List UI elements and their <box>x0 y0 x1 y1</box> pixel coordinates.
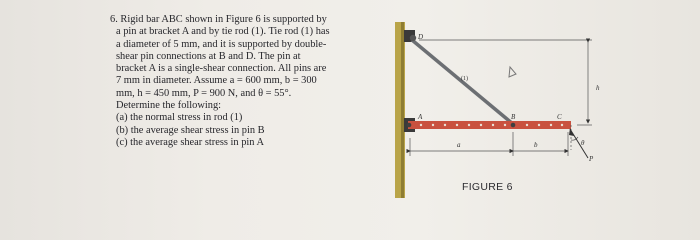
problem-line-6: 7 mm in diameter. Assume a = 600 mm, b = 300 <box>116 75 317 87</box>
pin-b <box>511 123 516 128</box>
problem-line-3: a diameter of 5 mm, and it is supported by double- <box>116 38 327 50</box>
wall-edge <box>401 22 404 198</box>
problem-line-8: Determine the following: <box>116 100 222 112</box>
question-a: (a) the normal stress in rod (1) <box>116 112 243 124</box>
cursor-pointer-icon <box>509 67 516 77</box>
label-b-dimension: b <box>534 141 538 149</box>
label-a-dimension: a <box>457 141 461 149</box>
figure-caption: FIGURE 6 <box>462 181 513 193</box>
problem-line-4: shear pin connections at B and D. The pin at <box>116 50 301 62</box>
label-rod: (1) <box>461 76 468 82</box>
label-b: B <box>511 113 516 121</box>
load-line <box>570 129 588 158</box>
label-a: A <box>418 113 423 121</box>
problem-line-5: bracket A is a single-shear connection. All pins are <box>116 63 327 75</box>
tie-rod <box>412 40 513 124</box>
problem-line-1: 6. Rigid bar ABC shown in Figure 6 is supported by <box>110 14 327 25</box>
problem-line-2: a pin at bracket A and by tie rod (1). Tie rod (1) has <box>116 26 330 38</box>
dimension-lines <box>410 40 592 156</box>
label-c: C <box>557 113 562 121</box>
problem-line-7: mm, h = 450 mm, P = 900 N, and θ = 55°. <box>116 87 292 99</box>
question-c: (c) the average shear stress in pin A <box>116 136 265 148</box>
label-h-dimension: h <box>596 84 600 92</box>
question-b: (b) the average shear stress in pin B <box>116 124 265 136</box>
pin-a <box>407 123 412 128</box>
label-d: D <box>418 33 424 41</box>
label-p: P <box>589 155 594 163</box>
label-theta: θ <box>581 139 585 147</box>
wall-support <box>395 22 415 198</box>
pin-d <box>410 35 416 41</box>
